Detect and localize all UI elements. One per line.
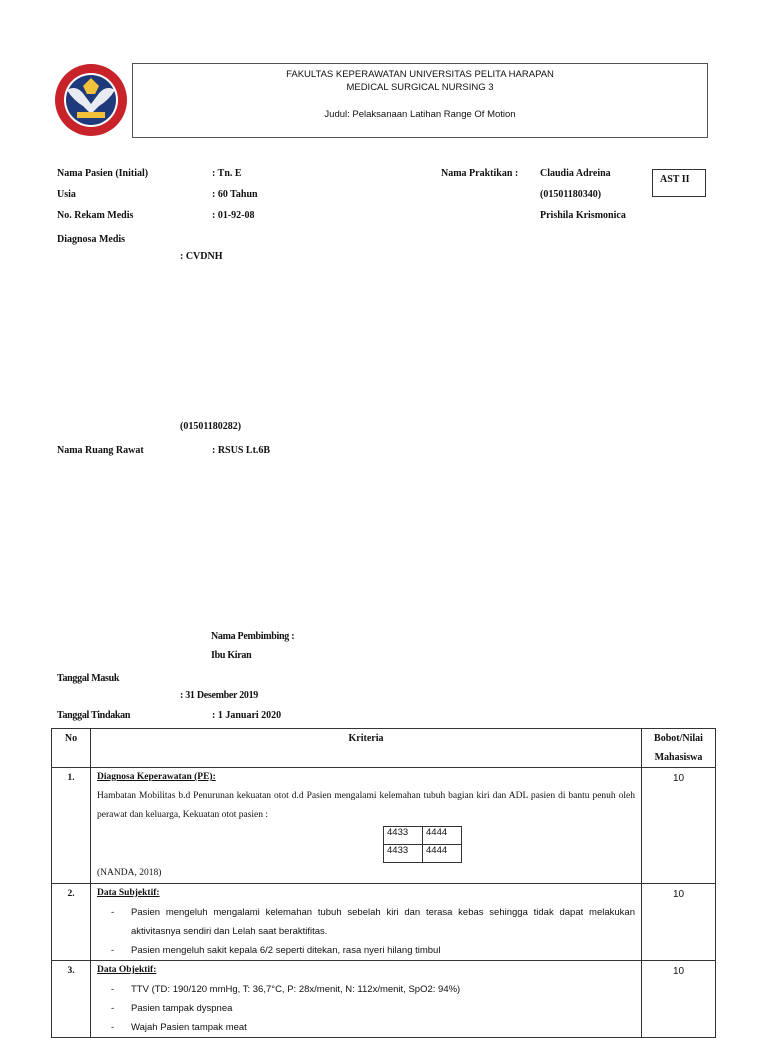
header-bobot-line1: Bobot/Nilai <box>654 733 703 744</box>
record-value: : 01-92-08 <box>212 210 255 221</box>
faculty-title: FAKULTAS KEPERAWATAN UNIVERSITAS PELITA HARAPAN <box>286 69 554 80</box>
header-kriteria: Kriteria <box>91 729 642 768</box>
room-value: : RSUS Lt.6B <box>212 445 271 456</box>
row-score: 10 <box>642 768 716 884</box>
action-date-label: Tanggal Tindakan <box>57 710 131 721</box>
row-criteria <box>91 884 642 961</box>
practitioner-2-name: Prishila Krismonica <box>540 210 626 221</box>
supervisor-label: Nama Pembimbing : <box>211 631 295 642</box>
row-number: 1. <box>52 768 91 884</box>
row-score: 10 <box>642 884 716 961</box>
age-value: : 60 Tahun <box>212 189 258 200</box>
header-bobot <box>642 729 716 768</box>
practitioner-label: Nama Praktikan : <box>441 168 519 179</box>
age-label: Usia <box>57 189 76 200</box>
room-label: Nama Ruang Rawat <box>57 445 144 456</box>
table-row <box>52 884 716 961</box>
course-title: MEDICAL SURGICAL NURSING 3 <box>346 82 494 93</box>
row-criteria <box>91 768 642 884</box>
strength-cell: 4444 <box>423 827 462 845</box>
document-subject: Judul: Pelaksanaan Latihan Range Of Motion <box>324 109 516 120</box>
strength-cell: 4433 <box>384 827 423 845</box>
subjective-data-title: Data Subjektif: <box>97 888 160 898</box>
list-item: - Wajah Pasien tampak meat <box>111 1018 635 1037</box>
objective-data-title: Data Objektif: <box>97 965 157 975</box>
list-item: - TTV (TD: 190/120 mmHg, T: 36,7°C, P: 28x/menit, N: 112x/menit, SpO2: 94%) <box>111 980 635 999</box>
document-header <box>132 63 708 138</box>
table-row <box>52 768 716 884</box>
header-no: No <box>52 729 91 768</box>
nursing-diagnosis-title: Diagnosa Keperawatan (PE): <box>97 772 216 782</box>
row-number: 2. <box>52 884 91 961</box>
subjective-data-list <box>97 903 635 960</box>
diagnosis-label: Diagnosa Medis <box>57 234 126 245</box>
list-item: - Pasien mengeluh sakit kepala 6/2 seperti ditekan, rasa nyeri hilang timbul <box>111 941 635 960</box>
admit-label: Tanggal Masuk <box>57 673 120 684</box>
patient-name-value: : Tn. E <box>212 168 242 179</box>
row-criteria <box>91 961 642 1038</box>
ast-badge: AST II <box>652 169 706 197</box>
admit-value: : 31 Desember 2019 <box>180 690 259 701</box>
muscle-strength-table <box>383 826 462 863</box>
supervisor-value: Ibu Kiran <box>211 650 252 661</box>
strength-cell: 4433 <box>384 845 423 863</box>
header-bobot-line2: Mahasiswa <box>654 752 703 763</box>
table-row <box>52 961 716 1038</box>
action-date-value: : 1 Januari 2020 <box>212 710 282 721</box>
objective-data-list <box>97 980 635 1037</box>
university-logo <box>53 60 129 140</box>
practitioner-1-name: Claudia Adreina <box>540 168 611 179</box>
record-label: No. Rekam Medis <box>57 210 134 221</box>
list-item: - Pasien tampak dyspnea <box>111 999 635 1018</box>
patient-name-label: Nama Pasien (Initial) <box>57 168 149 179</box>
practitioner-1-id: (01501180340) <box>540 189 602 200</box>
list-item: - Pasien mengeluh mengalami kelemahan tubuh sebelah kiri dan terasa kebas sehingga tidak dapat melakukan aktivitasnya sendiri dan Lelah saat beraktifitas. <box>111 903 635 941</box>
diagnosis-source: (NANDA, 2018) <box>97 868 162 878</box>
row-score: 10 <box>642 961 716 1038</box>
strength-cell: 4444 <box>423 845 462 863</box>
nursing-diagnosis-text: Hambatan Mobilitas b.d Penurunan kekuatan otot d.d Pasien mengalami kelemahan tubuh bagian kiri dan ADL pasien di bantu penuh oleh perawat dan keluarga, Kekuatan otot pasien : <box>97 791 635 820</box>
criteria-table <box>51 728 716 1038</box>
diagnosis-value: : CVDNH <box>180 251 223 262</box>
row-number: 3. <box>52 961 91 1038</box>
table-header-row <box>52 729 716 768</box>
practitioner-2-id: (01501180282) <box>180 421 242 432</box>
